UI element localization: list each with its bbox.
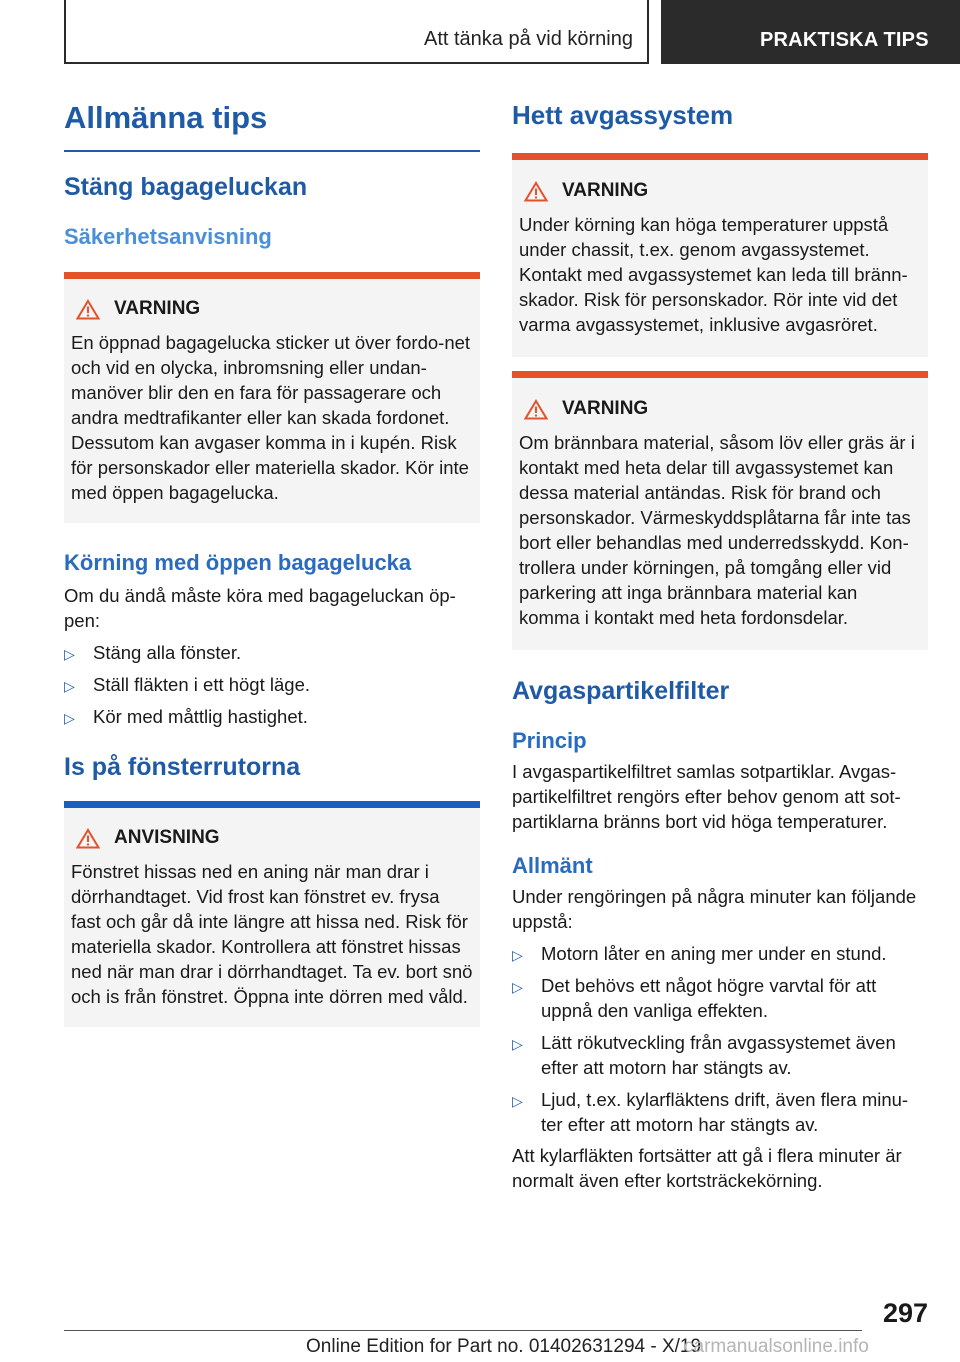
header-chapter-tab	[661, 0, 960, 64]
header-section-title: Att tänka på vid körning	[423, 28, 633, 50]
list-item: ▷ Kör med måttlig hastighet.	[64, 704, 480, 729]
section-heading-exhaust: Hett avgassystem	[512, 100, 734, 130]
warning-label: VARNING	[114, 298, 201, 319]
warning-box-trunk	[64, 272, 480, 523]
subheading-general: Allmänt	[512, 853, 593, 878]
list-item: ▷ Ställ fläkten i ett högt läge.	[64, 672, 480, 697]
note-text: Fönstret hissas ned en aning när man drar i dörrhandtaget. Vid frost kan fönstret ev. frysa fast och går då inte längre att hissa ned. Risk för materiella skador. Kontrollera att fönstret hissas ned när man drar i dörrhandtaget. Ta ev. bort snö och is från fönstret. Öppna inte dörren med våld.	[71, 861, 473, 1007]
watermark: carmanualsonline.info	[684, 1336, 869, 1357]
principle-text: I avgaspartikelfiltret samlas sotpartiklar. Avgas-partikelfiltret rengörs efter behov genom att sot-partiklarna bränns bort vid höga temperaturer.	[512, 761, 901, 832]
filter-list	[512, 941, 928, 1137]
warning-triangle-icon	[524, 181, 548, 202]
open-trunk-list	[64, 640, 480, 729]
triangle-bullet-icon: ▷	[512, 1036, 523, 1052]
right-column	[512, 100, 928, 1193]
triangle-bullet-icon: ▷	[512, 1093, 523, 1109]
list-item: ▷ Stäng alla fönster.	[64, 640, 480, 665]
warning-text: Under körning kan höga temperaturer uppstå under chassit, t.ex. genom avgassystemet. Kontakt med avgassystemet kan leda till bränn-skador. Risk för personskador. Rör inte vid det varma avgassystemet, inklusive avgasröret.	[519, 214, 908, 335]
subheading-principle: Princip	[512, 728, 587, 753]
section-heading-trunk: Stäng bagageluckan	[64, 173, 308, 201]
warning-triangle-icon	[76, 828, 100, 849]
warning-triangle-icon	[524, 399, 548, 420]
triangle-bullet-icon: ▷	[64, 678, 75, 694]
note-box-ice	[64, 801, 480, 1027]
header-section-tab	[64, 0, 649, 64]
triangle-bullet-icon: ▷	[512, 979, 523, 995]
list-item: ▷ Lätt rökutveckling från avgassystemet även efter att motorn har stängts av.	[512, 1032, 896, 1078]
triangle-bullet-icon: ▷	[64, 646, 75, 662]
general-text: Under rengöringen på några minuter kan följande uppstå:	[512, 886, 917, 932]
list-item: ▷ Ljud, t.ex. kylarfläktens drift, även flera minu-ter efter att motorn har stängts av.	[512, 1089, 909, 1135]
page-title: Allmänna tips	[64, 100, 268, 135]
closing-text: Att kylarfläkten fortsätter att gå i flera minuter är normalt även efter kortsträckekörning.	[512, 1145, 902, 1191]
warning-box-flammable	[512, 371, 928, 650]
note-label: ANVISNING	[114, 827, 220, 848]
list-item: ▷ Motorn låter en aning mer under en stund.	[512, 941, 928, 966]
footer-edition: Online Edition for Part no. 01402631294 - X/19	[306, 1336, 702, 1357]
section-heading-filter: Avgaspartikelfilter	[512, 677, 730, 705]
subheading-safety: Säkerhetsanvisning	[64, 224, 272, 249]
warning-box-hot-exhaust	[512, 153, 928, 357]
triangle-bullet-icon: ▷	[512, 947, 523, 963]
warning-text: Om brännbara material, såsom löv eller gräs är i kontakt med heta delar till avgassystemet kan dessa material antändas. Risk för brand och personskador. Värmeskyddsplåtarna får inte tas bort eller behandlas med underredsskydd. Kon-trollera under körningen, på tomgång eller vid parkering att inga brännbara material kan komma i kontakt med heta fordonsdelar.	[519, 432, 915, 628]
title-rule	[64, 150, 480, 152]
warning-label: VARNING	[562, 398, 649, 419]
footer-rule	[64, 1330, 862, 1331]
warning-label: VARNING	[562, 180, 649, 201]
page-number: 297	[882, 1298, 928, 1328]
list-item: ▷ Det behövs ett något högre varvtal för att uppnå den vanliga effekten.	[512, 975, 877, 1021]
warning-text: En öppnad bagagelucka sticker ut över fordo-net och vid en olycka, inbromsning eller undan-manöver blir den en fara för passagerare och andra medtrafikanter eller kan skada fordonet. Dessutom kan avgaser komma in i kupén. Risk för personskador eller materiella skador. Kör inte med öppen bagagelucka.	[71, 332, 471, 503]
warning-triangle-icon	[76, 299, 100, 320]
section-heading-ice: Is på fönsterrutorna	[64, 753, 301, 781]
open-trunk-intro: Om du ändå måste köra med bagageluckan öp-pen:	[64, 585, 456, 631]
left-column	[64, 100, 480, 1027]
triangle-bullet-icon: ▷	[64, 710, 75, 726]
header-chapter-title: PRAKTISKA TIPS	[760, 29, 929, 51]
subheading-open-trunk: Körning med öppen bagagelucka	[64, 550, 412, 575]
